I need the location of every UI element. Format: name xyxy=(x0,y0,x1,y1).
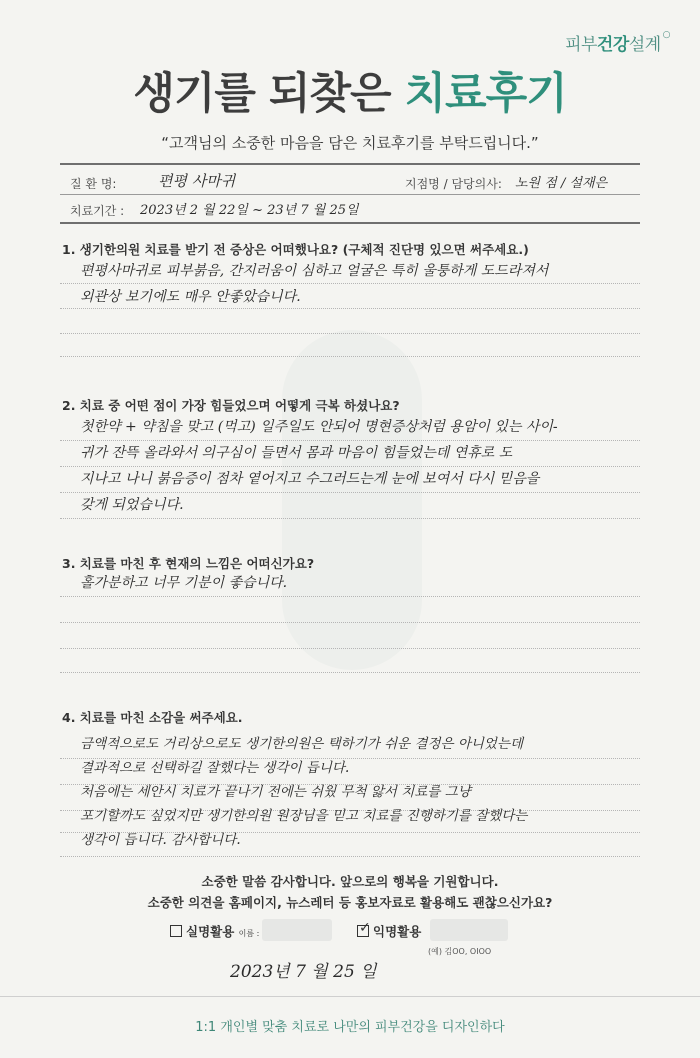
answer-2-line: 갖게 되었습니다. xyxy=(80,497,184,513)
line xyxy=(60,622,640,623)
branch-value: 노원 점 / 설재은 xyxy=(515,176,608,191)
answer-1-line: 편평사마귀로 피부붉음, 간지러움이 심하고 얼굴은 특히 울퉁하게 도드라져서 xyxy=(80,263,549,279)
anonymous-label: 익명활용 xyxy=(373,924,422,939)
footer-rule xyxy=(0,996,700,997)
header-bottom-rule xyxy=(60,222,640,224)
answer-4-line: 생각이 듭니다. 감사합니다. xyxy=(80,832,241,848)
question-2: 2. 치료 중 어떤 점이 가장 힘들었으며 어떻게 극복 하셨나요? xyxy=(62,398,400,413)
disease-label: 질 환 명: xyxy=(70,177,117,191)
question-4: 4. 치료를 마친 소감을 써주세요. xyxy=(62,710,243,725)
name-field-redacted[interactable] xyxy=(262,919,332,941)
page-subtitle: “고객님의 소중한 마음을 담은 치료후기를 부탁드립니다.” xyxy=(161,134,539,152)
consent-question: 소중한 의견을 홈페이지, 뉴스레터 등 홍보자료로 활용해도 괜찮으신가요? xyxy=(147,895,553,910)
disease-value: 편평 사마귀 xyxy=(158,172,236,190)
answer-1 xyxy=(80,258,640,310)
page-title xyxy=(0,60,700,121)
real-name-checkbox[interactable] xyxy=(170,925,182,937)
answer-2-line: 귀가 잔뜩 올라와서 의구심이 들면서 몸과 마음이 힘들었는데 연휴로 도 xyxy=(80,445,513,461)
line xyxy=(60,856,640,857)
line xyxy=(60,333,640,334)
question-3: 3. 치료를 마친 후 현재의 느낌은 어떠신가요? xyxy=(62,556,315,571)
answer-4-line: 포기할까도 싶었지만 생기한의원 원장님을 믿고 치료를 진행하기를 잘했다는 xyxy=(80,808,528,824)
signature-date: 2023년 7 월 25 일 xyxy=(230,962,377,982)
answer-2-line: 첫한약 + 약침을 맞고 (먹고) 일주일도 안되어 명현증상처럼 용암이 있는 사이- xyxy=(80,419,558,435)
anonymous-checkbox[interactable] xyxy=(357,920,371,937)
answer-4-line: 처음에는 세안시 치료가 끝나기 전에는 쉬웠 무척 앓서 치료를 그냥 xyxy=(80,784,471,800)
answer-3-line: 홀가분하고 너무 기분이 좋습니다. xyxy=(80,575,288,591)
brand-bold: 건강 xyxy=(596,35,629,55)
brand-suffix: 설계 xyxy=(628,35,661,55)
question-1: 1. 생기한의원 치료를 받기 전 증상은 어떠했나요? (구체적 진단명 있으면 써주세요.) xyxy=(62,242,529,257)
answer-4-line: 결과적으로 선택하길 잘했다는 생각이 듭니다. xyxy=(80,760,350,776)
anonymous-option[interactable] xyxy=(357,922,421,940)
line xyxy=(60,672,640,673)
line xyxy=(60,518,640,519)
real-name-option[interactable] xyxy=(170,922,259,940)
title-accent: 치료후기 xyxy=(404,69,567,119)
header-top-rule xyxy=(60,163,640,165)
answer-3 xyxy=(80,570,640,596)
brand-prefix: 피부 xyxy=(565,35,597,55)
anon-field-redacted[interactable] xyxy=(430,919,508,941)
answer-4-line: 금액적으로도 거리상으로도 생기한의원은 택하기가 쉬운 결정은 아니었는데 xyxy=(80,736,524,752)
answer-2-line: 지나고 나니 붉음증이 점차 옅어지고 수그러드는게 눈에 보여서 다시 믿음을 xyxy=(80,471,540,487)
brand-dot-icon: ○ xyxy=(662,30,670,40)
branch-label: 지점명 / 담당의사: xyxy=(405,177,502,191)
thanks-line: 소중한 말씀 감사합니다. 앞으로의 행복을 기원합니다. xyxy=(201,874,499,889)
header-mid-rule xyxy=(60,194,640,195)
period-label: 치료기간 : xyxy=(70,204,125,218)
line xyxy=(60,356,640,357)
footer-slogan: 1:1 개인별 맞춤 치료로 나만의 피부건강을 디자인하다 xyxy=(195,1020,505,1035)
answer-4 xyxy=(80,732,640,852)
line xyxy=(60,596,640,597)
real-name-label: 실명활용 xyxy=(186,924,235,939)
period-value: 2023년 2 월 22일 ~ 23년 7 월 25일 xyxy=(140,203,359,218)
check-mark-icon: ✓ xyxy=(359,920,371,936)
brand-logo xyxy=(565,30,670,55)
title-main: 생기를 되찾은 xyxy=(133,69,405,119)
answer-2 xyxy=(80,414,640,518)
line xyxy=(60,648,640,649)
anon-example: (예) 김OO, OIOO xyxy=(428,947,492,956)
answer-1-line: 외관상 보기에도 매우 안좋았습니다. xyxy=(80,289,301,305)
name-field-label: 이름 : xyxy=(238,929,260,938)
